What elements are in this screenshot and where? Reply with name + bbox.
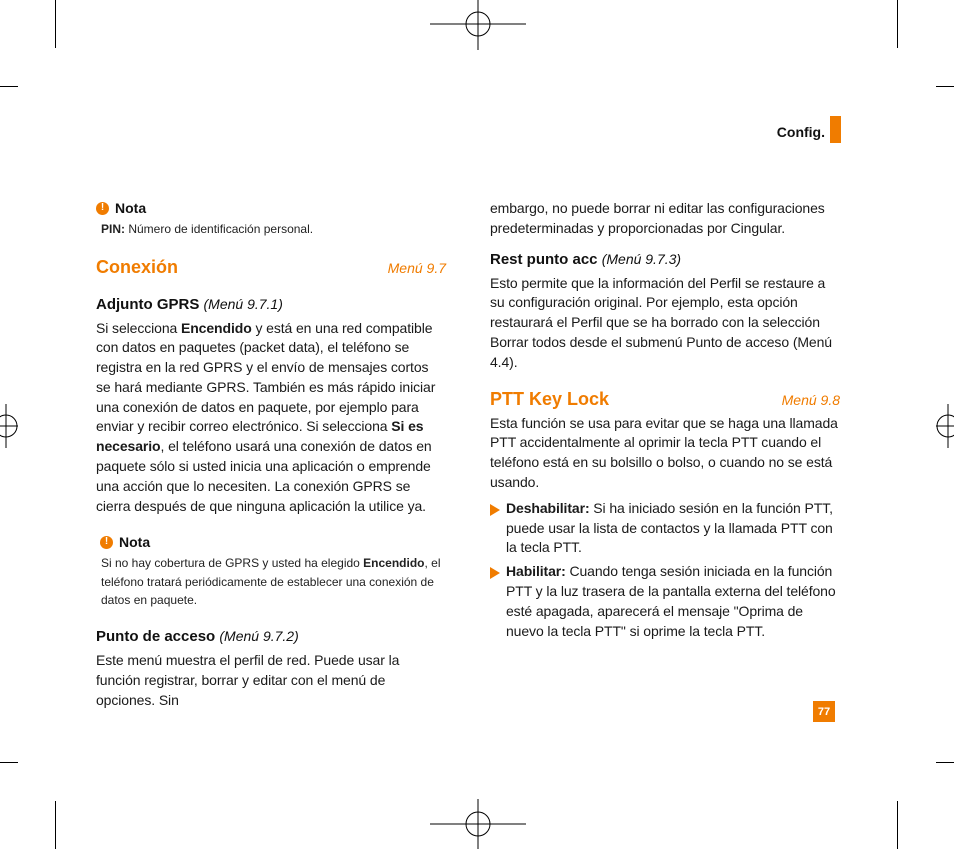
page-number: 77 — [813, 701, 835, 722]
bold-term: Encendido — [363, 556, 425, 571]
crop-mark-bl-h — [0, 762, 18, 763]
note-exclamation-icon: ! — [100, 536, 113, 549]
text-run: Cuando tenga sesión iniciada en la función PTT y la luz trasera de la pantalla externa del teléfono esté apagada, aparecerá el mensaje "Oprima de nuevo la tecla PTT" si oprime la tecla PTT. — [506, 563, 836, 639]
subsection-title: Rest punto acc — [490, 250, 598, 268]
left-column — [96, 200, 446, 710]
registration-mark-icon — [430, 799, 526, 849]
registration-mark-icon — [430, 0, 526, 50]
section-menu-ref: Menú 9.8 — [781, 391, 840, 408]
bullet-arrow-icon — [490, 567, 500, 579]
crop-mark-tr-v — [897, 0, 898, 48]
crop-mark-tl-v — [55, 0, 56, 48]
subsection-heading — [96, 628, 446, 645]
note-text — [101, 554, 446, 610]
crop-mark-bl-v — [55, 801, 56, 849]
bold-term: Si es necesario — [96, 418, 424, 455]
crop-mark-br-h — [936, 762, 954, 763]
text-run: , el teléfono usará una conexión de datos en paquete sólo si usted inicia una aplicación o emprende una acción que lo necesiten. La conexión GPRS se cierra después de que ninguna aplicación la utilice ya. — [96, 438, 432, 514]
note-definition: Número de identificación personal. — [125, 222, 314, 236]
section-tab-marker — [830, 116, 841, 143]
bold-term: Encendido — [180, 319, 252, 336]
section-heading-ptt — [490, 389, 840, 410]
registration-mark-icon — [936, 404, 954, 448]
section-heading-conexion — [96, 257, 446, 278]
paragraph: Esto permite que la información del Perfil se restaure a su configuración original. Por ejemplo, esta opción restaurará el Perfil que se ha borrado con la selección Borrar todos desde el submenú Punto de acceso (Menú 4.4). — [490, 274, 832, 370]
note-title: Nota — [115, 200, 147, 216]
right-column — [490, 199, 840, 641]
subsection-title: Adjunto GPRS — [96, 295, 200, 313]
section-title: PTT Key Lock — [490, 388, 610, 409]
subsection-heading — [490, 251, 840, 268]
note-heading — [100, 534, 446, 550]
note-term: PIN: — [101, 222, 125, 236]
bullet-text — [506, 562, 840, 641]
crop-mark-br-v — [897, 801, 898, 849]
paragraph: Este menú muestra el perfil de red. Puede usar la función registrar, borrar y editar con el menú de opciones. Sin — [96, 651, 400, 708]
bullet-text — [506, 499, 840, 558]
subsection-heading — [96, 296, 446, 313]
paragraph: Esta función se usa para evitar que se haga una llamada PTT accidentalmente al oprimir la tecla PTT cuando el teléfono está en su bolsillo o bolso, o cuando no se está usando. — [490, 414, 838, 490]
text-run: Si no hay cobertura de GPRS y usted ha elegido — [101, 556, 364, 571]
subsection-title: Punto de acceso — [96, 627, 216, 645]
subsection-menu-ref: (Menú 9.7.2) — [219, 627, 299, 644]
registration-mark-icon — [0, 404, 18, 448]
section-menu-ref: Menú 9.7 — [387, 259, 446, 276]
section-label: Config. — [776, 124, 825, 140]
paragraph — [96, 319, 446, 517]
note-heading — [96, 200, 446, 216]
subsection-menu-ref: (Menú 9.7.3) — [601, 250, 682, 267]
bold-term: Deshabilitar: — [506, 499, 590, 516]
text-run: Si selecciona — [96, 319, 181, 336]
crop-mark-tr-h — [936, 86, 954, 87]
text-run: y está en una red compatible con datos en paquetes (packet data), el teléfono se registra en la red GPRS y el envío de mensajes cortos se hará mediante GPRS. También es más rápido iniciar una conexión de datos en paquete, por ejemplo para enviar y recibir correo electrónico. Si selecciona — [96, 319, 436, 435]
bullet-arrow-icon — [490, 504, 500, 516]
note-exclamation-icon: ! — [96, 202, 109, 215]
bullet-item — [490, 499, 840, 558]
section-title: Conexión — [96, 256, 179, 277]
crop-mark-tl-h — [0, 86, 18, 87]
text-run: , el teléfono tratará periódicamente de establecer una conexión de datos en paquete. — [101, 556, 441, 608]
bold-term: Habilitar: — [506, 563, 566, 580]
bullet-item — [490, 562, 840, 641]
subsection-menu-ref: (Menú 9.7.1) — [203, 295, 283, 312]
note-text — [101, 220, 446, 239]
paragraph: embargo, no puede borrar ni editar las configuraciones predeterminadas y proporcionadas por Cingular. — [490, 200, 825, 236]
text-run: Si ha iniciado sesión en la función PTT, puede usar la lista de contactos y la llamada PTT con la tecla PTT. — [506, 499, 833, 556]
note-title: Nota — [119, 534, 151, 551]
